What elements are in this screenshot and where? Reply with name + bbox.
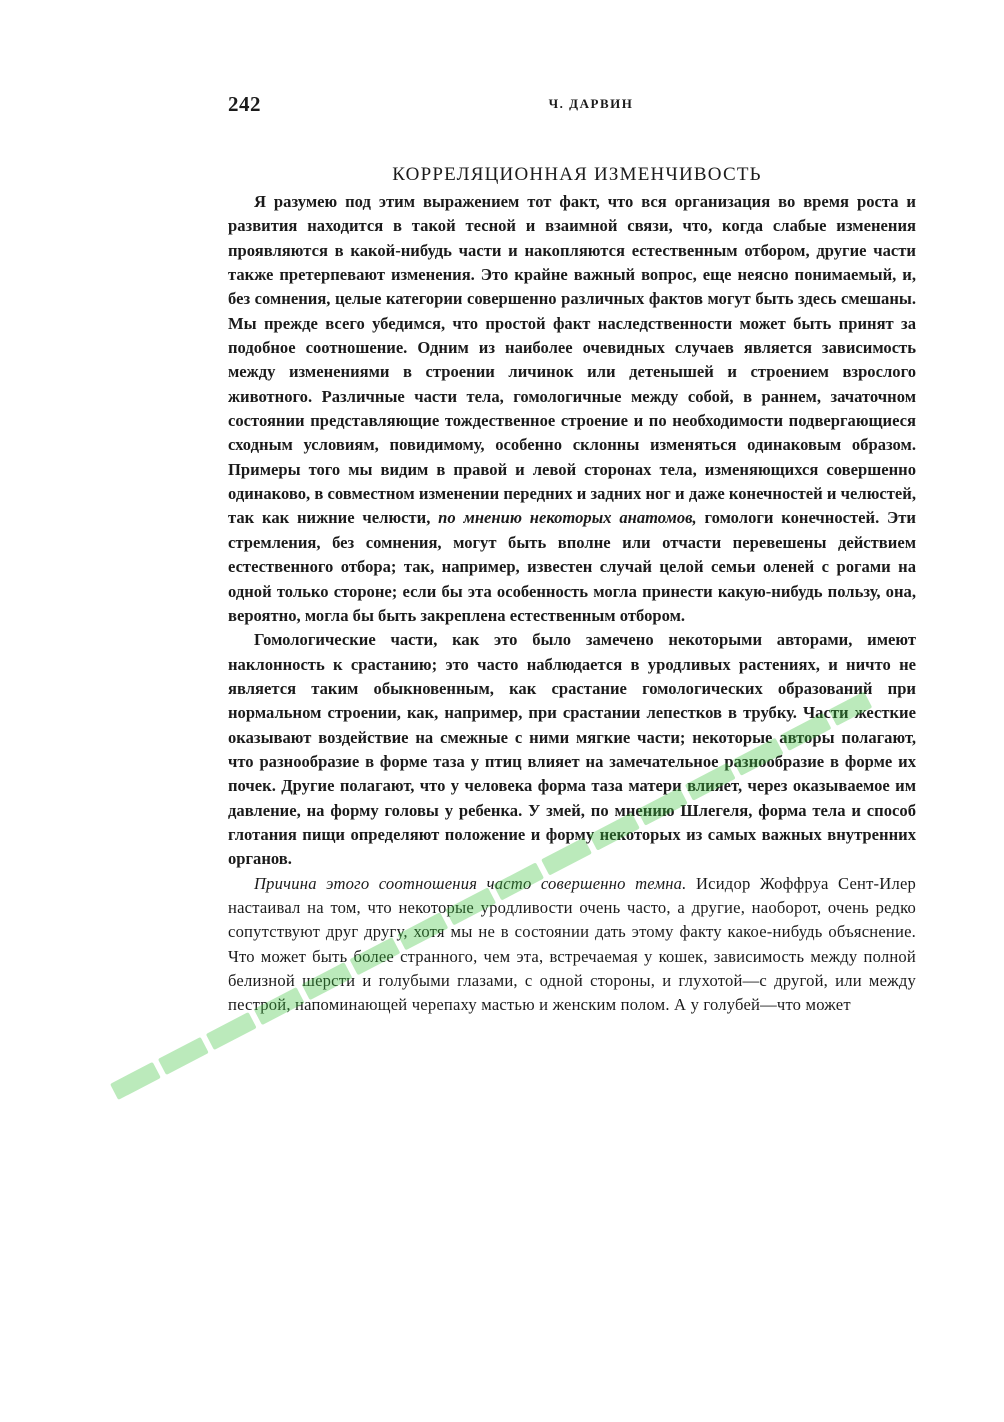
- section-title: КОРРЕЛЯЦИОННАЯ ИЗМЕНЧИВОСТЬ: [392, 163, 762, 185]
- paragraph-3-text: Исидор Жоффруа Сент-Илер настаивал на том, что некоторые уродливости очень часто, а другие, наоборот, очень редко сопутствуют друг другу, хотя мы не в состоянии дать этому факту какое-нибудь объяснение. Что может быть более странного, чем эта, встречаемая у кошек, зависимость между полной белизной шерсти и голубыми глазами, с одной стороны, и глухотой—с другой, или между пестрой, напоминающей черепаху мастью и женским полом. А у голубей—что может: [228, 873, 917, 1015]
- paragraph-3: [228, 872, 916, 1018]
- paragraph-2: Гомологические части, как это было замечено некоторыми авторами, имеют наклонность к срастанию; это часто наблюдается в уродливых растениях, и ничто не является таким обыкновенным, как срастание гомологических образований при нормальном строении, как, например, при срастании лепестков в трубку. Части жесткие оказывают воздействие на смежные с ними мягкие части; некоторые авторы полагают, что разнообразие в форме таза у птиц влияет на замечательное разнообразие в форме их почек. Другие полагают, что у человека форма таза матери влияет, через оказываемое им давление, на форму головы у ребенка. У змей, по мнению Шлегеля, форма тела и способ глотания пищи определяют положение и форму некоторых из самых важных внутренних органов.: [228, 630, 916, 869]
- paragraph-1: [228, 190, 916, 628]
- page-header: [228, 92, 914, 122]
- paragraph-3-italic: Причина этого соотношения часто совершенно темна.: [254, 873, 687, 893]
- page-number: 242: [228, 92, 261, 116]
- paragraph-1-text-a: Я разумею под этим выражением тот факт, что вся организация во время роста и развития находится в такой тесной и взаимной связи, что, когда слабые изменения проявляются в какой-нибудь части и накопляются естественным отбором, другие части также претерпевают изменения. Это крайне важный вопрос, еще неясно понимаемый, и, без сомнения, целые категории совершенно различных фактов могут быть здесь смешаны. Мы прежде всего убедимся, что простой факт наследственности может быть принят за подобное соотношение. Одним из наиболее очевидных случаев является зависимость между изменениями в строении личинок или детенышей и строением взрослого животного. Различные части тела, гомологичные между собой, в раннем, зачаточном состоянии представляющие тождественное строение и по необходимости подвергающиеся сходным условиям, повидимому, особенно склонны изменяться одинаковым образом. Примеры того мы видим в правой и левой сторонах тела, изменяющихся совершенно одинаково, в совместном изменении передних и задних ног и даже конечностей и челюстей, так как нижние челюсти,: [228, 192, 916, 528]
- paragraph-1-text-b: гомологи конечностей. Эти стремления, без сомнения, могут быть вполне или отчасти перевешены действием естественного отбора; так, например, известен случай целой семьи оленей с рогами на одной только стороне; если бы эта особенность могла принести какую-нибудь пользу, она, вероятно, могла бы быть закреплена естественным отбором.: [228, 508, 916, 625]
- body-text: [228, 190, 916, 1018]
- running-head: Ч. ДАРВИН: [548, 96, 634, 111]
- paragraph-1-italic: по мнению некоторых анатомов,: [438, 508, 697, 528]
